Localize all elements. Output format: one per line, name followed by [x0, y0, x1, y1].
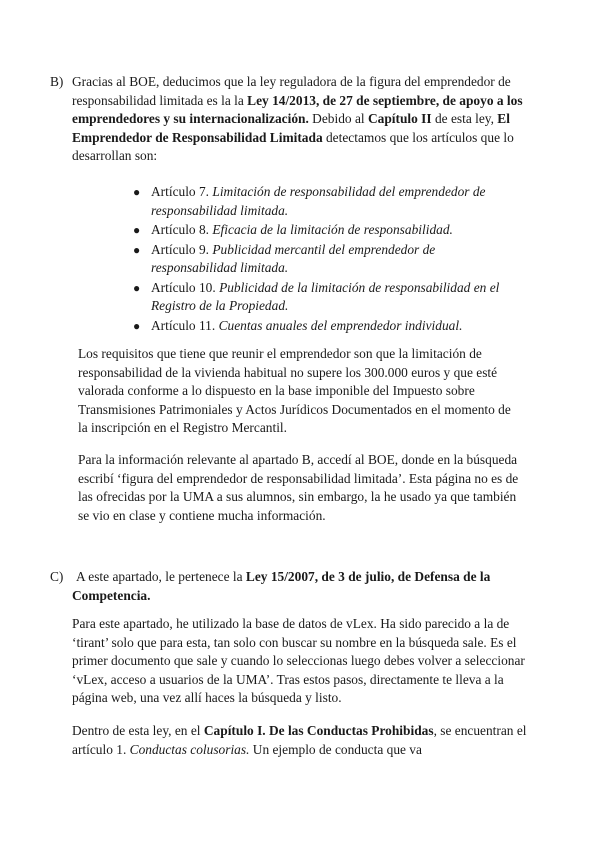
chapter-i: Capítulo I. De las Conductas Prohibidas: [203, 723, 434, 738]
list-item: ● Artículo 10. Publicidad de la limitación de responsabilidad en el Registro de la Propiedad.: [133, 279, 500, 313]
bullet-icon: ●: [133, 242, 141, 257]
section-b-intro: Gracias al BOE, deducimos que la ley reguladora de la figura del emprendedor de responsabilidad limitada es la la Ley 14/2013, de 27 de septiembre, de apoyo a los emprendedores y su internacionalización. Debido al Capítulo II de esta ley, El Emprendedor de Responsabilidad Limitada detectamos que los artículos que lo desarrollan son:: [72, 74, 523, 163]
vlex-paragraph: Para este apartado, he utilizado la base de datos de vLex. Ha sido parecido a la de ‘tirant’ solo que para esta, tan solo con buscar su nombre en la búsqueda sale. Es el primer documento que sale y cuando lo seleccionas luego debes volver a seleccionar ‘vLex, acceso a usuarios de la UMA’. Tras estos pasos, directamente te lleva a la página web, una vez allí haces la búsqueda y listo.: [72, 616, 525, 705]
requirements-paragraph: Los requisitos que tiene que reunir el emprendedor son que la limitación de responsabilidad de la vivienda habitual no supere los 300.000 euros y que esté valorada conforme a lo dispuesto en la base imponible del Impuesto sobre Transmisiones Patrimoniales y Actos Jurídicos Documentados en el momento de la inscripción en el Registro Mercantil.: [78, 346, 511, 435]
bullet-icon: ●: [133, 280, 141, 295]
article-1-title: Conductas colusorias.: [129, 741, 250, 757]
law-14-2013: Ley 14/2013, de 27 de septiembre, de apoyo a los emprendedores y su internacionalización.: [72, 92, 523, 126]
chapter-title: El Emprendedor de Responsabilidad Limitada: [72, 111, 510, 145]
bullet-icon: ●: [133, 185, 141, 199]
chapter-paragraph: Dentro de esta ley, en el Capítulo I. De las Conductas Prohibidas, se encuentran el artículo 1. Conductas colusorias. Un ejemplo de conducta que va: [72, 723, 527, 757]
bullet-icon: ●: [133, 223, 141, 237]
list-item: ● Artículo 8. Eficacia de la limitación de responsabilidad.: [133, 221, 523, 240]
list-item: ● Artículo 7. Limitación de responsabilidad del emprendedor de responsabilidad limitada.: [133, 184, 486, 218]
list-item: ● Artículo 9. Publicidad mercantil del emprendedor de responsabilidad limitada.: [133, 241, 436, 275]
chapter-ii: Capítulo II: [367, 111, 432, 126]
section-c-marker: C): [50, 569, 64, 584]
law-15-2007: Ley 15/2007, de 3 de julio, de Defensa de la Competencia.: [72, 569, 491, 603]
bullet-icon: ●: [133, 318, 141, 333]
source-note-paragraph: Para la información relevante al apartado B, accedí al BOE, donde en la búsqueda escribí ‘figura del emprendedor de responsabilidad limitada’. Esta página no es de las ofrecidas por la UMA a sus alumnos, sin embargo, la he usado ya que también se vio en clase y contiene mucha información.: [78, 452, 519, 523]
list-item: ● Artículo 11. Cuentas anuales del emprendedor individual.: [133, 317, 523, 336]
articles-list: [133, 183, 523, 336]
section-c-intro: A este apartado, le pertenece la Ley 15/2007, de 3 de julio, de Defensa de la Competencia.: [72, 569, 491, 603]
section-b-marker: B): [50, 74, 64, 89]
